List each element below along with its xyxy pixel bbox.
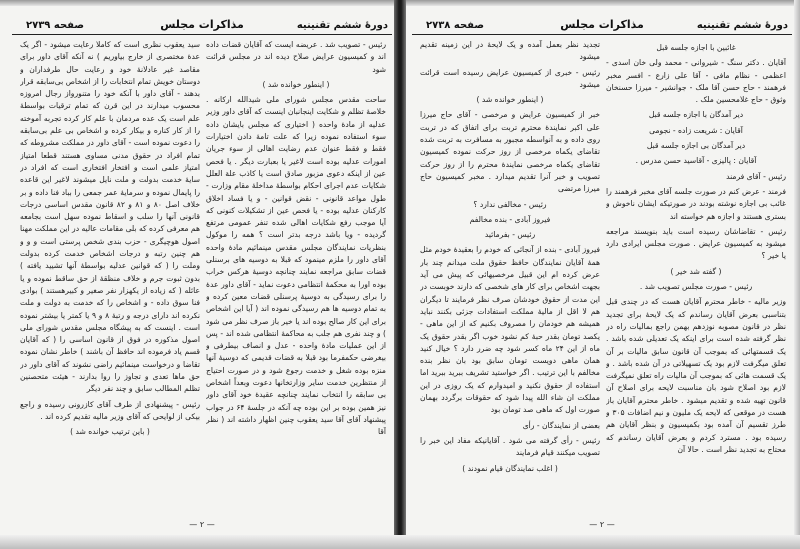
- paragraph: رئیس - آقای فرمند: [726, 171, 786, 181]
- scan-bottom-edge: [0, 535, 800, 549]
- left-page-columns: [12, 39, 392, 499]
- running-title: مذاکرات مجلس: [160, 18, 244, 31]
- section-heading: دیر آمدگان بی اجازه جلسه قبل: [646, 141, 746, 151]
- stage-note: ( گفته شد خیر ): [670, 266, 722, 276]
- paragraph: ساحت مقدس مجلس شورای ملی شیدالله ارکانه . خلاصهٔ تظلم و شکایت اینجانبان اینست که آقای داور وزیر عدلیه از مادهٔ واحده ( اختیاری که مجلس بایشان داده سوء استفاده نموده زیرا که علت تامهٔ دادن اختیارات فقط و فقط عنوان عدم رضایت اهالی از سوء جریان امورات عدلیه بوده است لاغیر یا بعبارت دیگر . یا فحص عین از اینکه دعوی مزبور صادق است یا کاذب علة العلل شکایات عدم اجرای احکام بواسطهٔ مداخلهٔ مقام وزارت - طول مواعد قانونی - نقض قوانین - و یا فساد اخلاق کارکنان عدلیه بوده - یا فحص عین از تشکیلات کنونی که آیا موجب رفع شکایات اهالی شده تنفر عمومی مرتفع گردیده - ویا باشد درجه بدتر است ؟ همه را موکول بنظریات نمایندگان مجلس مقدس مینمائیم مادهٔ واحده آقای داور را ملزم مینمود که قبلا به دوسیه های برسنلی قضات سابق مراجعه نمایند چنانچه دوسیهٔ هرکس خراب بوده اورا به محکمهٔ انتظامی دعوت نماید - آقای داور عدهٔ را برای رسیدگی به دوسیهٔ پرسنلی قضات معین کرده و به تمام دوسیه ها هم رسیدگی نموده اند ( آیا این اشخاص برای این کار صالح بوده اند یا خیر باز صرف نظر می شود ) و چند نفری هم جلب به محاکمهٔ انتظامی شده اند - پس از این عملیات مادهٔ واحده - عدل و انصاف بیطرفی و بیغرضی حکمفرما بود قبلا به قضات قدیمی که دوسیهٔ آنها منزه بوده شغل و خدمت رجوع شود و در صورت احتیاج از منتظرین خدمت سایر وزارتخانها دعوت وبعداً اشخاص بی سابقه را انتخاب نمایند چنانچه عقیدهٔ خود آقای داور نیز همین بوده بر این بوده چه آنکه در جلسهٔ ۶۴ در جواب پیشنهاد آقای آقا سید یعقوب چنین اظهار داشته اند ( نظر آقا: [206, 95, 386, 437]
- stage-note: ( اغلب نمایندگان قیام نمودند ): [462, 463, 558, 473]
- paragraph: وزیر مالیه - خاطر محترم آقایان هست که در چندی قبل بتناسبی بعرض آقایان رساندم که یک لایحهٔ برای تجدید نظر در قانون مصوبه نوزدهم بهمن راجع بمالیات راه در نظر گرفته شده است برای اینکه یک تعدیلی شده باشد . یک قسمتهائی که بموجب آن قانون سابق مالیات بر آن تعلق میگرفت لازم بود یک تسهیلاتی در آن شده باشد . و یک قسمت هائی که بموجب آن مالیات راه تعلق نمیگرفت لازم بود اصلاح شود بان مناسبت لایحه برای اصلاح آن قانون تهیه شده و تقدیم میشود . خاطر محترم آقایان باز هست در موقعی که لایحه یک ملیون و نیم اضافات ۳۰۵ و طرز تقسیم آن آمده بود بکمیسیون و بنظر آقایان هم رسیده بود . مسترد کردم و بعرض آقایان رساندم که محتاج به تجدید نظر است . حالا آن: [606, 297, 786, 454]
- paragraph: تجدید نظر بعمل آمده و یک لایحهٔ در این زمینه تقدیم میشود: [420, 40, 600, 62]
- section-heading: دیر آمدگان با اجازه جلسه قبل: [648, 110, 744, 120]
- right-page: [412, 8, 792, 533]
- paragraph: فیروز آبادی - بنده مخالفم: [469, 214, 551, 224]
- session-label: دورهٔ ششم تقنینیه: [696, 20, 788, 31]
- paragraph: رئیس - تصویب شد . عریضه ایست که آقایان قضات داده اند و کمیسیون عرایض صلاح دیده اند در مجلس قرائت شود: [206, 40, 386, 74]
- left-page-column-right: [206, 39, 386, 499]
- paragraph: آقایان : شریعت زاده - نجومی: [649, 125, 743, 135]
- left-page: [12, 8, 392, 533]
- paragraph: سید یعقوب نظری است که کاملا رعایت میشود - اگر یک عدهٔ مختصری از خارج بیاوریم ) نه آنکه آقای داور برای مقاصد غیر عادلانهٔ خود و رعایت حال طرفداران و دوستان خویش تمام انتخابات را از اشخاص بی‌سابقه قرار بدهند - آقای داور با آنکه خود را متنورواز رجال امروزه محسوب میدارند در این قرن که تمام ترقیات بواسطهٔ علم است یک عده مردمان با علم کار کرده تجربه آموخته را از کار کناره و بیکار کرده و اشخاص بی علم بی‌سابقه را دعوت نموده است - آقای داور در مملکت مشروطه که تمام افراد در حقوق مدنی مساوی هستند قطعا امتیاز امتیاز علمی است و افتخار افتخاری است که افراد در سایهٔ خدمت بدولت و ملت نایل میشوند لاغیر این قاعده را پایمال نموده و سرمایهٔ عمر جمعی را بباد فنا داده و بر خلاف اصل ۸۰ و ۸۱ و ۸۲ قانون مقدس اساسی درجات قانونی آنها را سلب و اسقاط نموده سهل است بجامعه هم معرفی کرده که بلی مقامات عالیه در این مملکت مهنا اصول هوچیگری - حزب بندی شخص پرستی است و و و هم چنین رتبه و درجات اشخاص خدمت کرده بدولت وملت را ( که قوانین عدلیه بواسطهٔ آنها تشیید یافته ) بدون ثبوت جرم و خلاف منظقهٔ از حق ساقط نموده و یا عائله ( که زیاده از یکهزار نفر صغیر و کبیرهستند ) بوادی فنا سوق داده - و اشخاص را که خدمت به دولت و ملت نکرده اند دارای درجه و رتبهٔ ۸ و ۹ یا کمتر یا بیشتر نموده است . اینست که به پیشگاه مجلس مقدس شورای ملی اصول مذکوره در فوق از قانون اساسی را ( که آقایان قسم یاد فرموده اند حافظ آن باشند ) خاطر نشان نموده تقاضا و درخواست مینمائیم راضی نشوند که آقای داور در حق ماها تعدی و تجاوز را روا بدارند - هیئت متحصنین تظلم المطالب سابق و چند نفر دیگر: [20, 40, 200, 394]
- paragraph: خبر از کمیسیون عرایض و مرخصی - آقای حاج میرزا علی اکبر نمایندهٔ محترم تربت برای اتفاق که در تربت روی داده و به آنواسطه مجبور به مسافرت به تربت شده تقاضای یکماه مرخصی از روز حرکت نموده کمیسیون تقاضای یکماه مرخصی نمایندهٔ محترم را از روز حرکت تصویب و خبر آنرا تقدیم میدارد . مخبر کمیسیون حاج میرزا مرتضی: [420, 110, 600, 194]
- paragraph: آقایان . دکتر سنگ - شیروانی - محمد ولی خان اسدی - اعظمی - نظام مافی - آقا علی زارع - افسر مخبر فرهمند - حاج حسن آقا ملک - جوانشیر - میرزا حسنخان وثوق - حاج غلامحسین ملک .: [606, 58, 786, 105]
- page-label: صفحه ۲۷۳۹: [26, 20, 85, 31]
- session-label: دورهٔ ششم تقنینیه: [296, 20, 388, 31]
- left-page-header: [12, 8, 392, 35]
- right-page-column-left: [420, 39, 600, 499]
- scan-right-edge: [794, 0, 800, 549]
- paragraph: بعضی از نمایندگان - رأی: [522, 420, 600, 430]
- paragraph: رئیس - بفرمائید: [484, 230, 536, 240]
- paragraph: فیروز آبادی - بنده از آنجائی که خودم را بعقیدهٔ خودم مثل همهٔ آقایان نمایندگان حافظ حقوق ملت میدانم چند بار عرض کرده ام این قبیل مرخصیهائی که پیش می آید بجهت اشخاص برای کار های شخصی که دارند خوبست در این مدت از حقوق خودشان صرف نظر فرمایند تا دیگران هم لا اقل از مالیهٔ مملکت استفادات جزئی بکنند نباید همیشه هم خودمان را مصروف بکنیم که از این ماهی - یکصد تومان بقدر حبهٔ کم نشود خوب اگر بقدر حقوق یک ماه از این ۲۴ ماه کسر شود چه ضرر دارد ؟ خیال کنید همان ماهی دویست تومان سابق بود بان نظر بنده مخالفم با این ترتیب . اگر خواستید تشریف ببرید ببرید اما استفاده از حقوق نکنید و امیدوارم که یک روزی در این مملکت ان شاء الله پیدا شود که حقوقات برگردد بهمان صورت اول که ماهی صد تومان بود: [420, 245, 600, 415]
- page-number: — ۲ —: [189, 520, 215, 529]
- book-gutter: [394, 0, 406, 549]
- right-page-column-right: [606, 39, 786, 499]
- section-heading: غائبین با اجازه جلسه قبل: [656, 43, 736, 52]
- stage-note: ( اینطور خوانده شد ): [476, 95, 544, 105]
- paragraph: رئیس - تقاضاشان رسیده است باید بنویسند مراجعه میشود به کمیسیون عرایض . صورت مجلس ایرادی دارد یا خیر ؟: [606, 226, 786, 261]
- right-page-header: [412, 8, 792, 35]
- left-page-column-left: [20, 39, 200, 499]
- right-page-columns: [412, 39, 792, 499]
- paragraph: آقایان : پالیزی - آقاسید حسن مدرس .: [635, 156, 757, 166]
- stage-note: ( باین ترتیب خوانده شد ): [70, 427, 150, 437]
- paragraph: رئیس - صورت مجلس تصویب شد .: [639, 282, 753, 292]
- paragraph: رئیس - خبری از کمیسیون عرایض رسیده است قرائت میشود: [420, 67, 600, 89]
- paragraph: رئیس - مخالفی ندارد ؟: [473, 199, 547, 209]
- stage-note: ( اینطور خوانده شد ): [262, 79, 330, 89]
- page-number: — ۲ —: [589, 520, 615, 529]
- page-label: صفحه ۲۷۳۸: [426, 20, 485, 31]
- paragraph: فرمند - عرض کنم در صورت جلسه آقای مخبر فرهمند را غائب بی اجازه نوشته بودند در صورتیکه ایشان ناخوش و بستری هستند و اجازه هم خواسته اند: [606, 186, 786, 221]
- paragraph: رئیس - پیشنهادی از طرف آقای کازرونی رسیده و راجع بیکی از لوایحی که آقای وزیر مالیه تقدیم کرده اند .: [20, 399, 200, 421]
- running-title: مذاکرات مجلس: [560, 18, 644, 31]
- paragraph: رئیس - رأی گرفته می شود . آقایانیکه مفاد این خبر را تصویب میکنند قیام فرمایند: [420, 435, 600, 458]
